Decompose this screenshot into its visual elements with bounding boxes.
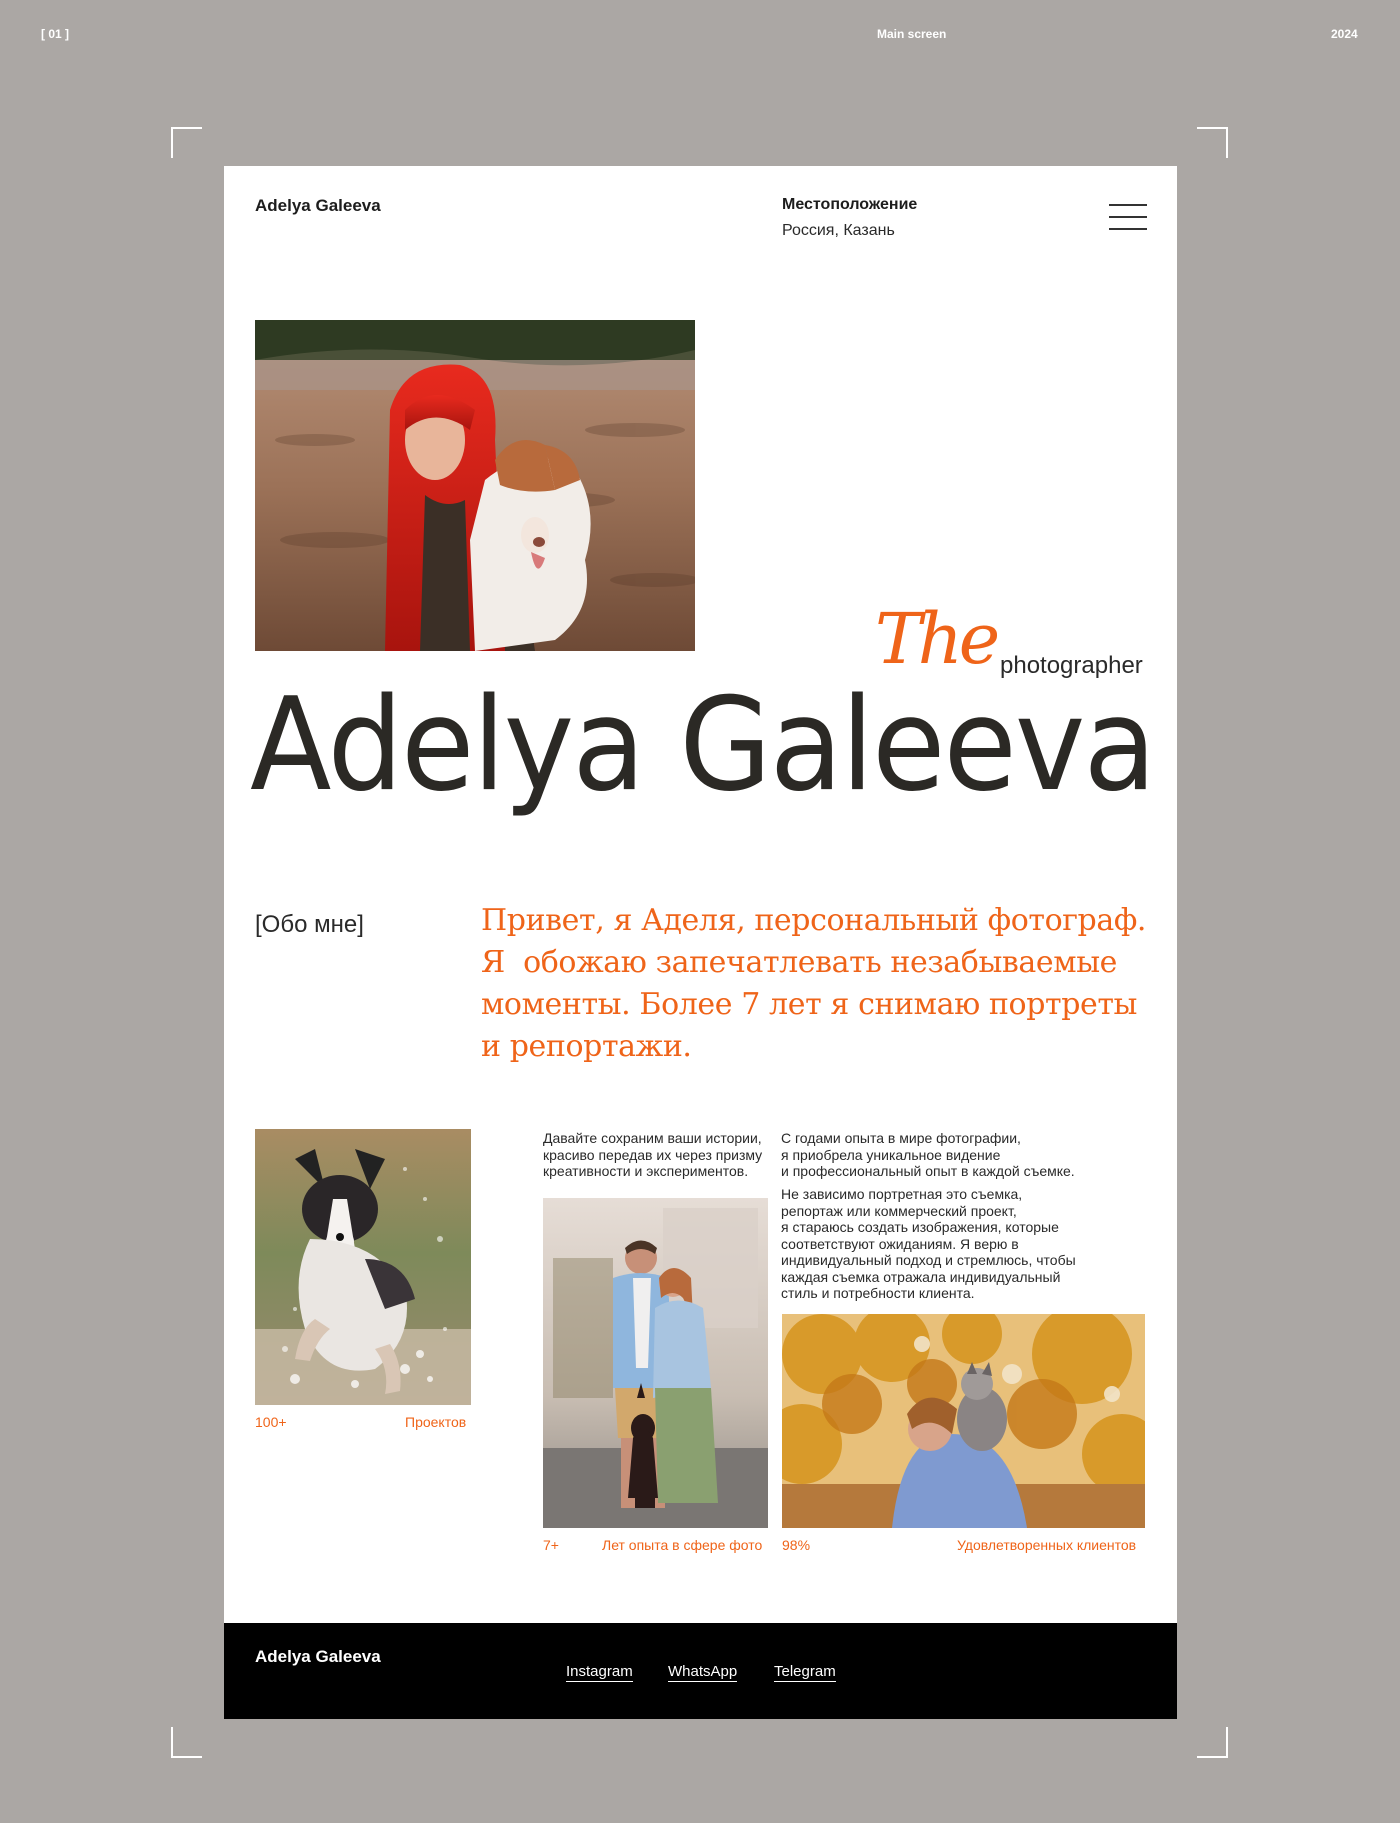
photo-woman-kissing-dog [782,1314,1145,1528]
text-line: репортаж или коммерческий проект, [781,1202,1017,1219]
corner-mark-bottom-right [1197,1727,1228,1758]
corner-mark-top-right [1197,127,1228,158]
stat-clients-label: Удовлетворенных клиентов [957,1537,1137,1553]
footer [224,1623,1177,1719]
about-text [481,900,1161,1068]
details-paragraph-1 [543,1130,783,1180]
text-line: С годами опыта в мире фотографии, [781,1130,1021,1146]
hero-name-title: Adelya Galeeva [250,671,1155,820]
about-line: Я обожаю запечатлевать незабываемые [481,945,1118,980]
frame-index-label: [ 01 ] [41,27,70,41]
text-line: и профессиональный опыт в каждой съемке. [781,1163,1075,1179]
text-line: я стараюсь создать изображения, которые [781,1219,1059,1235]
hero-subtitle: photographer [1000,652,1143,679]
text-line: стиль и потребности клиента. [781,1285,975,1301]
header-brand[interactable]: Adelya Galeeva [255,196,381,215]
text-line: Не зависимо портретная это съемка, [781,1186,1023,1202]
about-label: [Обо мне] [255,911,364,938]
stat-experience-label: Лет опыта в сфере фото [602,1537,763,1553]
photo-running-dog [255,1129,471,1405]
page-card [224,166,1177,1719]
stat-experience-value: 7+ [543,1537,559,1553]
frame-year-label: 2024 [1331,27,1358,41]
hero-photo-woman-with-dog [255,320,695,651]
about-line: и репортажи. [481,1029,692,1064]
hero-the-word: The [875,598,997,680]
location-title: Местоположение [782,196,918,213]
details-paragraph-3 [781,1186,1101,1302]
about-line: Привет, я Аделя, персональный фотограф. [481,903,1147,938]
text-line: креативности и экспериментов. [543,1163,749,1179]
footer-link-instagram[interactable]: Instagram [566,1663,633,1680]
text-line: я приобрела уникальное видение [781,1146,1001,1163]
stat-clients-value: 98% [782,1537,811,1553]
stat-projects-label: Проектов [405,1414,467,1430]
about-line: моменты. Более 7 лет я снимаю портреты [481,987,1138,1022]
hamburger-menu-icon[interactable] [1109,204,1147,232]
footer-link-telegram[interactable]: Telegram [774,1663,836,1680]
text-line: соответствуют ожиданиям. Я верю в [781,1235,1019,1252]
details-paragraph-2 [781,1130,1101,1180]
photo-couple-with-dog [543,1198,768,1528]
text-line: красиво передав их через призму [543,1146,763,1163]
corner-mark-bottom-left [171,1727,202,1758]
text-line: Давайте сохраним ваши истории, [543,1130,762,1146]
text-line: каждая съемка отражала индивидуальный [781,1268,1061,1285]
frame-screen-label: Main screen [877,27,947,41]
stat-projects-value: 100+ [255,1414,287,1430]
footer-link-whatsapp[interactable]: WhatsApp [668,1663,738,1680]
footer-brand[interactable]: Adelya Galeeva [255,1647,381,1666]
location-value: Россия, Казань [782,222,895,239]
corner-mark-top-left [171,127,202,158]
text-line: индивидуальный подход и стремлюсь, чтобы [781,1252,1076,1268]
